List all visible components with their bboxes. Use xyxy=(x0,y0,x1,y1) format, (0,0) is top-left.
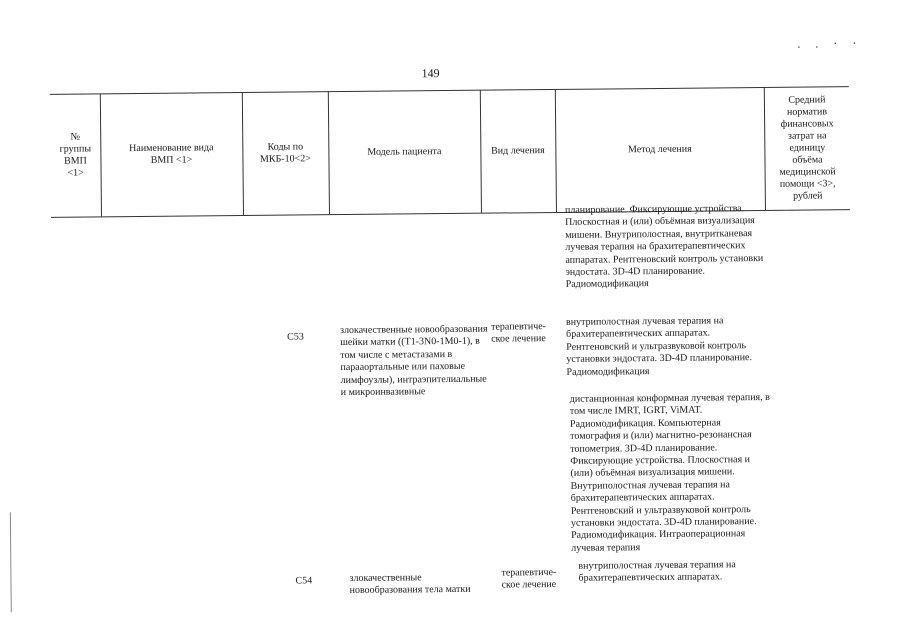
row-c54-method: внутриполостная лучевая терапия на брахитерапевтических аппаратах. xyxy=(578,559,736,585)
header-treatment-type: Вид лечения xyxy=(491,144,545,157)
row-c54-code: C54 xyxy=(295,575,313,587)
scan-specks: . . · · xyxy=(797,36,863,51)
header-mkb-codes: Коды по МКБ-10<2> xyxy=(259,140,311,165)
header-treatment-method: Метод лечения xyxy=(627,143,692,155)
row-c53-method-1: внутриполостная лучевая терапия на брахитерапевтических аппаратах. Рентгеновский и ультразвуковой контроль установки эндостата. 3D-4D планирование. Радиомодификация xyxy=(565,315,753,378)
header-patient-model: Модель пациента xyxy=(367,145,442,158)
method-continuation: планирование. Фиксирующие устройства. Плоскостная и (или) объёмная визуализация мишени. Внутриполостная, внутритканевая лучевая терапия на брахитерапевтических аппаратах. Рентгеновский контроль установки эндостата. 3D-4D планирование. Радиомодификация xyxy=(564,203,764,291)
header-financial-norm: Средний норматив финансовых затрат на единицу объёма медицинской помощи <3>, рублей xyxy=(779,93,836,202)
row-c53-method-2: дистанционная конформная лучевая терапия, в том числе IMRT, IGRT, ViMAT. Радиомодификация. Компьютерная томография и (или) магнитно-резонансная топометрия. 3D-4D планирование. Фиксирующие устройства. Плоскостная и (или) объёмная визуализация мишени. Внутриполостная лучевая терапия на брахитерапевтических аппаратах. Рентгеновский и ультразвуковой контроль установки эндостата. 3D-4D планирование. Радиомодификация. Интраоперационная лучевая терапия xyxy=(569,391,770,554)
header-vmp-name: Наименование вида ВМП <1> xyxy=(129,141,214,166)
scan-edge-mark xyxy=(10,512,12,612)
row-c53-patient-model: злокачественные новообразования шейки матки ((T1-3N0-1M0-1), в том числе с метастазами в парааортальные или паховые лимфоузлы), интраэпителиальные и микроинвазивные xyxy=(340,323,488,399)
row-c54-treatment-type: терапевтиче-ское лечение xyxy=(501,566,557,591)
header-group-number: № группы ВМП <1> xyxy=(59,131,92,179)
page-number: 149 xyxy=(421,66,440,81)
row-c53-treatment-type: терапевтиче-ское лечение xyxy=(491,321,547,346)
row-c53-code: C53 xyxy=(287,331,304,343)
row-c54-patient-model: злокачественные новообразования тела матки xyxy=(349,572,471,597)
